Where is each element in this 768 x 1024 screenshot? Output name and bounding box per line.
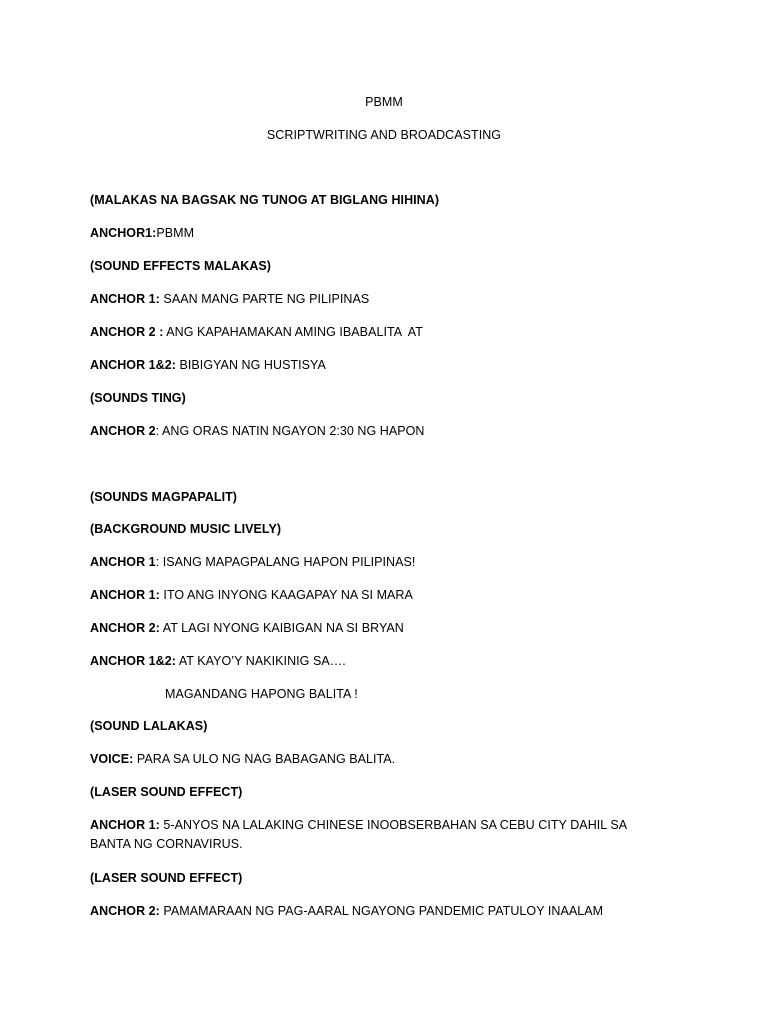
document-title: PBMM: [365, 95, 403, 109]
script-line-cue: [90, 191, 439, 210]
script-line-cue: [90, 389, 186, 408]
script-line-cue: [90, 520, 281, 539]
cue-text: (SOUND EFFECTS MALAKAS): [90, 259, 272, 273]
script-line: [90, 619, 404, 638]
script-line: [90, 553, 415, 572]
dialogue-text: : ANG ORAS NATIN NGAYON 2:30 NG HAPON: [155, 424, 425, 438]
speaker-label: ANCHOR 1:: [90, 818, 160, 832]
speaker-label: ANCHOR 2:: [90, 621, 160, 635]
dialogue-text: 5-ANYOS NA LALAKING CHINESE INOOBSERBAHAN SA CEBU CITY DAHIL SA BANTA NG CORNAVIRUS.: [90, 818, 627, 851]
speaker-label: ANCHOR 1&2:: [90, 654, 176, 668]
speaker-label: ANCHOR 1&2:: [90, 358, 176, 372]
dialogue-text: AT LAGI NYONG KAIBIGAN NA SI BRYAN: [159, 621, 404, 635]
cue-text: (BACKGROUND MUSIC LIVELY): [90, 522, 282, 536]
dialogue-text: : ISANG MAPAGPALANG HAPON PILIPINAS!: [155, 555, 416, 569]
script-line: [90, 422, 425, 441]
script-line: [90, 750, 395, 769]
script-line: [90, 323, 423, 342]
speaker-label: ANCHOR 2: [90, 424, 156, 438]
script-line: [90, 356, 326, 375]
cue-text: (SOUNDS TING): [90, 391, 186, 405]
script-line: [90, 224, 194, 243]
speaker-label: ANCHOR1:: [90, 226, 157, 240]
script-line-indented: [165, 685, 358, 704]
dialogue-text: AT KAYO’Y NAKIKINIG SA….: [175, 654, 346, 668]
script-line: [90, 586, 413, 605]
script-line: [90, 816, 660, 854]
script-line-cue: [90, 869, 242, 888]
cue-text: (SOUNDS MAGPAPALIT): [90, 490, 238, 504]
dialogue-text: ITO ANG INYONG KAAGAPAY NA SI MARA: [159, 588, 413, 602]
script-line-cue: [90, 488, 237, 507]
script-line: [90, 902, 603, 921]
speaker-label: ANCHOR 2:: [90, 904, 160, 918]
script-line: [90, 652, 346, 671]
cue-text: (LASER SOUND EFFECT): [90, 785, 243, 799]
dialogue-text: ANG KAPAHAMAKAN AMING IBABALITA AT: [163, 325, 423, 339]
dialogue-text: BIBIGYAN NG HUSTISYA: [175, 358, 326, 372]
script-line-cue: [90, 783, 242, 802]
speaker-label: ANCHOR 1:: [90, 292, 160, 306]
speaker-label: VOICE:: [90, 752, 134, 766]
cue-text: (LASER SOUND EFFECT): [90, 871, 243, 885]
speaker-label: ANCHOR 1:: [90, 588, 160, 602]
script-line-cue: [90, 717, 207, 736]
speaker-label: ANCHOR 1: [90, 555, 156, 569]
script-line: [90, 290, 369, 309]
speaker-label: ANCHOR 2 :: [90, 325, 164, 339]
cue-text: (MALAKAS NA BAGSAK NG TUNOG AT BIGLANG HIHINA): [90, 193, 440, 207]
cue-text: (SOUND LALAKAS): [90, 719, 208, 733]
dialogue-text: PBMM: [156, 226, 195, 240]
dialogue-text: MAGANDANG HAPONG BALITA !: [165, 687, 358, 701]
dialogue-text: PARA SA ULO NG NAG BABAGANG BALITA.: [133, 752, 396, 766]
document-subtitle: SCRIPTWRITING AND BROADCASTING: [266, 128, 502, 142]
dialogue-text: SAAN MANG PARTE NG PILIPINAS: [159, 292, 370, 306]
script-line-cue: [90, 257, 271, 276]
dialogue-text: PAMAMARAAN NG PAG-AARAL NGAYONG PANDEMIC PATULOY INAALAM: [159, 904, 604, 918]
